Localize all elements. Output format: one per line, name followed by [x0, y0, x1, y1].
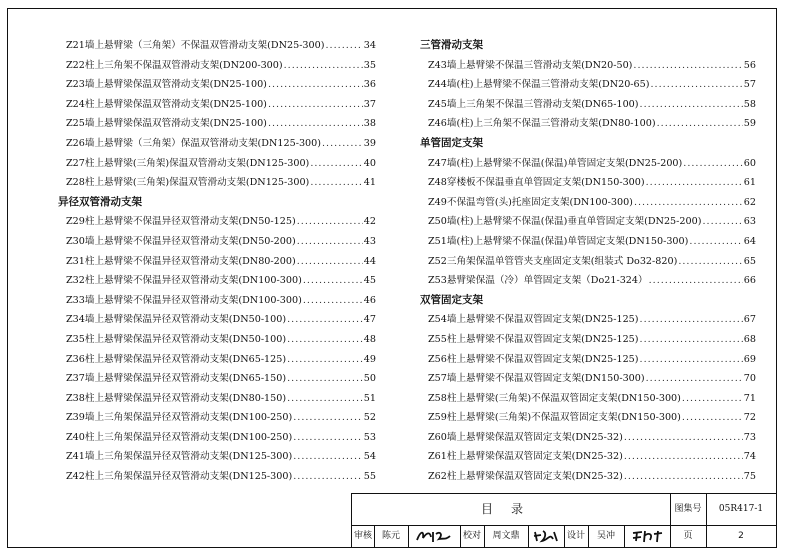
section-heading: 单管固定支架	[420, 136, 483, 149]
entry-page-number: 53	[363, 431, 376, 443]
entry-page-number: 59	[743, 118, 756, 130]
dot-leader	[293, 428, 363, 448]
dot-leader	[624, 447, 743, 467]
toc-entry[interactable]	[58, 114, 376, 134]
entry-page-number: 69	[743, 353, 756, 365]
toc-entry[interactable]	[58, 369, 376, 389]
toc-entry[interactable]	[420, 369, 756, 389]
checker-signature-mark	[532, 528, 560, 544]
dot-leader	[624, 467, 743, 487]
toc-entry[interactable]	[420, 75, 756, 95]
dot-leader	[297, 252, 363, 272]
checker-signature	[528, 525, 565, 547]
entry-code: Z56	[428, 353, 447, 365]
entry-page-number: 48	[363, 333, 376, 345]
entry-title: 墙(柱)上悬臂梁不保温三管滑动支架(DN20-65)	[446, 79, 650, 91]
entry-code: Z47	[428, 157, 447, 169]
entry-page-number: 64	[743, 235, 756, 247]
dot-leader	[678, 252, 742, 272]
toc-entry[interactable]	[58, 330, 376, 350]
dot-leader	[287, 330, 363, 350]
entry-title: 墙上悬臂梁不保温双管固定支架(DN25-125)	[446, 314, 639, 326]
toc-entry[interactable]	[420, 389, 756, 409]
entry-title: 柱上三角架保温异径双管滑动支架(DN100-250)	[84, 431, 293, 443]
entry-title: 墙(柱)上三角架不保温三管滑动支架(DN80-100)	[446, 118, 656, 130]
entry-code: Z27	[66, 157, 85, 169]
dot-leader	[287, 310, 363, 330]
entry-title: 柱上悬臂梁不保温双管固定支架(DN25-125)	[446, 353, 639, 365]
entry-code: Z32	[66, 275, 85, 287]
entry-code: Z23	[66, 79, 85, 91]
entry-title: 柱上悬臂梁保温异径双管滑动支架(DN65-125)	[84, 353, 287, 365]
title-block	[351, 493, 777, 548]
entry-page-number: 47	[363, 314, 376, 326]
entry-code: Z33	[66, 294, 85, 306]
dot-leader	[268, 75, 363, 95]
entry-page-number: 70	[743, 373, 756, 385]
dot-leader	[303, 271, 363, 291]
entry-code: Z42	[66, 471, 85, 483]
entry-page-number: 60	[743, 157, 756, 169]
toc-entry[interactable]	[58, 95, 376, 115]
entry-page-number: 56	[743, 59, 756, 71]
entry-page-number: 66	[743, 275, 756, 287]
entry-title: 墙(柱)上悬臂梁不保温(保温)垂直单管固定支架(DN25-200)	[446, 216, 702, 228]
dot-leader	[640, 330, 743, 350]
entry-page-number: 39	[363, 137, 376, 149]
toc-left-column	[58, 36, 376, 487]
entry-page-number: 62	[743, 196, 756, 208]
entry-page-number: 57	[743, 79, 756, 91]
entry-page-number: 44	[363, 255, 376, 267]
entry-code: Z28	[66, 177, 85, 189]
entry-page-number: 40	[363, 157, 376, 169]
dot-leader	[310, 173, 362, 193]
entry-code: Z31	[66, 255, 85, 267]
reviewer-signature-mark	[415, 528, 453, 544]
entry-page-number: 74	[743, 451, 756, 463]
entry-title: 墙上悬臂梁不保温双管固定支架(DN150-300)	[446, 373, 645, 385]
entry-title: 柱上悬臂梁保温异径双管滑动支架(DN80-150)	[84, 392, 287, 404]
dot-leader	[284, 56, 363, 76]
entry-code: Z21	[66, 40, 85, 51]
atlas-number-label: 图集号	[670, 494, 707, 525]
entry-page-number: 54	[363, 451, 376, 463]
entry-title: 三角架保温单管管夹支座固定支架(组装式 Do32-820)	[446, 255, 678, 267]
toc-entry[interactable]	[420, 350, 756, 370]
entry-page-number: 55	[363, 471, 376, 483]
entry-code: Z57	[428, 373, 447, 385]
toc-entry[interactable]	[58, 389, 376, 409]
entry-page-number: 63	[743, 216, 756, 228]
entry-page-number: 58	[743, 98, 756, 110]
toc-entry[interactable]	[420, 330, 756, 350]
entry-code: Z40	[66, 431, 85, 443]
dot-leader	[287, 369, 363, 389]
entry-code: Z44	[428, 79, 447, 91]
toc-entry[interactable]	[420, 95, 756, 115]
section-heading: 双管固定支架	[420, 293, 483, 306]
toc-entry[interactable]	[58, 447, 376, 467]
entry-code: Z35	[66, 333, 85, 345]
dot-leader	[649, 271, 743, 291]
entry-code: Z59	[428, 412, 447, 424]
entry-page-number: 50	[363, 373, 376, 385]
entry-title: 柱上三角架不保温双管滑动支架(DN200-300)	[84, 59, 283, 71]
dot-leader	[682, 389, 743, 409]
entry-code: Z45	[428, 98, 447, 110]
entry-code: Z24	[66, 98, 85, 110]
entry-page-number: 43	[363, 235, 376, 247]
dot-leader	[624, 428, 743, 448]
entry-code: Z55	[428, 333, 447, 345]
toc-entry[interactable]	[58, 173, 376, 193]
toc-entry[interactable]	[420, 193, 756, 213]
entry-code: Z39	[66, 412, 85, 424]
entry-page-number: 75	[743, 471, 756, 483]
dot-leader	[303, 291, 363, 311]
entry-page-number: 73	[743, 431, 756, 443]
entry-title: 墙上三角架保温异径双管滑动支架(DN100-250)	[84, 412, 293, 424]
designer-signature-mark	[630, 528, 664, 544]
entry-code: Z43	[428, 59, 447, 71]
toc-entry[interactable]	[58, 291, 376, 311]
entry-title: 墙上悬臂梁保温双管固定支架(DN25-32)	[446, 431, 623, 443]
toc-entry[interactable]	[420, 428, 756, 448]
entry-title: 墙上三角架不保温三管滑动支架(DN65-100)	[446, 98, 639, 110]
entry-code: Z46	[428, 118, 447, 130]
toc-entry[interactable]	[420, 310, 756, 330]
toc-entry[interactable]	[58, 408, 376, 428]
reviewer-label: 审核	[352, 525, 375, 547]
entry-title: 柱上悬臂梁不保温双管固定支架(DN25-125)	[446, 333, 639, 345]
toc-entry[interactable]	[58, 271, 376, 291]
entry-page-number: 35	[363, 59, 376, 71]
designer-label: 设计	[564, 525, 589, 547]
entry-title: 墙上悬臂梁不保温异径双管滑动支架(DN50-200)	[84, 235, 296, 247]
dot-leader	[322, 134, 363, 154]
dot-leader	[646, 173, 743, 193]
entry-code: Z29	[66, 216, 85, 228]
entry-title: 穿楼板不保温垂直单管固定支架(DN150-300)	[446, 177, 645, 189]
entry-title: 墙上悬臂梁（三角架）不保温双管滑动支架(DN25-300)	[84, 40, 325, 51]
dot-leader	[682, 408, 743, 428]
toc-entry[interactable]	[58, 154, 376, 174]
dot-leader	[657, 114, 743, 134]
entry-title: 墙上悬臂梁（三角架）保温双管滑动支架(DN125-300)	[84, 137, 321, 149]
toc-entry[interactable]	[58, 310, 376, 330]
entry-code: Z36	[66, 353, 85, 365]
dot-leader	[293, 447, 363, 467]
toc-entry[interactable]	[58, 36, 376, 56]
toc-entry[interactable]	[420, 447, 756, 467]
entry-title: 墙上悬臂梁不保温三管滑动支架(DN20-50)	[446, 59, 633, 71]
entry-code: Z53	[428, 275, 447, 287]
toc-entry[interactable]	[58, 350, 376, 370]
entry-page-number: 67	[743, 314, 756, 326]
entry-title: 墙(柱)上悬臂梁不保温(保温)单管固定支架(DN25-200)	[446, 157, 683, 169]
toc-entry[interactable]	[420, 56, 756, 76]
dot-leader	[640, 95, 743, 115]
entry-code: Z50	[428, 216, 447, 228]
entry-page-number: 61	[743, 177, 756, 189]
entry-page-number: 34	[363, 40, 376, 51]
entry-title: 柱上悬臂梁(三角架)不保温双管固定支架(DN150-300)	[446, 412, 681, 424]
entry-title: 柱上悬臂梁保温异径双管滑动支架(DN50-100)	[84, 333, 287, 345]
entry-code: Z30	[66, 235, 85, 247]
entry-page-number: 37	[363, 98, 376, 110]
entry-title: 柱上悬臂梁不保温异径双管滑动支架(DN50-125)	[84, 216, 296, 228]
entry-page-number: 71	[743, 392, 756, 404]
entry-title: 墙上三角架保温异径双管滑动支架(DN125-300)	[84, 451, 293, 463]
entry-page-number: 46	[363, 294, 376, 306]
toc-entry[interactable]	[420, 173, 756, 193]
entry-title: 墙上悬臂梁保温双管滑动支架(DN25-100)	[84, 118, 267, 130]
dot-leader	[326, 36, 363, 56]
toc-entry[interactable]	[420, 252, 756, 272]
entry-title: 柱上悬臂梁(三角架)保温双管滑动支架(DN125-300)	[84, 177, 310, 189]
entry-code: Z37	[66, 373, 85, 385]
entry-code: Z60	[428, 431, 447, 443]
toc-entry[interactable]	[58, 134, 376, 154]
checker-label: 校对	[460, 525, 485, 547]
dot-leader	[683, 154, 743, 174]
entry-code: Z61	[428, 451, 447, 463]
entry-page-number: 38	[363, 118, 376, 130]
dot-leader	[702, 212, 742, 232]
toc-right-column	[420, 36, 756, 487]
toc-entry[interactable]	[420, 271, 756, 291]
toc-entry[interactable]	[58, 75, 376, 95]
entry-title: 柱上悬臂梁不保温异径双管滑动支架(DN100-300)	[84, 275, 302, 287]
entry-title: 悬臂梁保温（冷）单管固定支架（Do21-324）	[446, 275, 648, 287]
designer-name: 吴冲	[588, 525, 625, 547]
toc-entry[interactable]	[58, 56, 376, 76]
page-number: 2	[738, 531, 744, 541]
toc-entry[interactable]	[420, 408, 756, 428]
dot-leader	[640, 310, 743, 330]
toc-entry[interactable]	[420, 154, 756, 174]
dot-leader	[293, 408, 363, 428]
dot-leader	[287, 350, 363, 370]
dot-leader	[293, 467, 363, 487]
reviewer-name: 陈元	[374, 525, 409, 547]
entry-title: 柱上悬臂梁保温双管滑动支架(DN25-100)	[84, 98, 267, 110]
checker-name: 周文鼎	[484, 525, 529, 547]
entry-code: Z22	[66, 59, 85, 71]
toc-entry[interactable]	[58, 232, 376, 252]
entry-code: Z52	[428, 255, 447, 267]
designer-signature	[624, 525, 671, 547]
toc-entry[interactable]	[58, 212, 376, 232]
section-heading: 三管滑动支架	[420, 39, 483, 51]
toc-entry[interactable]	[420, 212, 756, 232]
entry-page-number: 52	[363, 412, 376, 424]
dot-leader	[268, 95, 363, 115]
entry-code: Z54	[428, 314, 447, 326]
entry-page-number: 65	[743, 255, 756, 267]
entry-page-number: 41	[363, 177, 376, 189]
entry-title: 柱上悬臂梁保温双管固定支架(DN25-32)	[446, 451, 623, 463]
entry-title: 柱上三角架保温异径双管滑动支架(DN125-300)	[84, 471, 293, 483]
atlas-number: 05R417-1	[718, 504, 764, 514]
entry-page-number: 68	[743, 333, 756, 345]
dot-leader	[287, 389, 363, 409]
dot-leader	[634, 193, 743, 213]
entry-title: 墙上悬臂梁保温异径双管滑动支架(DN65-150)	[84, 373, 287, 385]
entry-title: 不保温弯管(头)托座固定支架(DN100-300)	[446, 196, 633, 208]
entry-code: Z49	[428, 196, 447, 208]
toc-entry[interactable]	[58, 467, 376, 487]
entry-title: 墙上悬臂梁保温异径双管滑动支架(DN50-100)	[84, 314, 287, 326]
dot-leader	[633, 56, 742, 76]
entry-code: Z62	[428, 471, 447, 483]
entry-page-number: 45	[363, 275, 376, 287]
entry-code: Z48	[428, 177, 447, 189]
entry-title: 柱上悬臂梁保温双管固定支架(DN25-32)	[446, 471, 623, 483]
dot-leader	[651, 75, 743, 95]
entry-title: 墙上悬臂梁保温双管滑动支架(DN25-100)	[84, 79, 267, 91]
entry-code: Z41	[66, 451, 85, 463]
entry-page-number: 42	[363, 216, 376, 228]
toc-entry[interactable]	[58, 428, 376, 448]
entry-page-number: 72	[743, 412, 756, 424]
entry-title: 柱上悬臂梁(三角架)不保温双管固定支架(DN150-300)	[446, 392, 681, 404]
dot-leader	[297, 212, 363, 232]
entry-code: Z26	[66, 137, 85, 149]
entry-code: Z38	[66, 392, 85, 404]
dot-leader	[297, 232, 363, 252]
entry-page-number: 49	[363, 353, 376, 365]
section-heading: 异径双管滑动支架	[58, 195, 142, 208]
entry-code: Z58	[428, 392, 447, 404]
document-title: 目录	[352, 494, 671, 525]
dot-leader	[640, 350, 743, 370]
toc-entry[interactable]	[420, 467, 756, 487]
toc-entry[interactable]	[58, 252, 376, 272]
reviewer-signature	[408, 525, 461, 547]
dot-leader	[310, 154, 362, 174]
entry-title: 墙(柱)上悬臂梁不保温(保温)单管固定支架(DN150-300)	[446, 235, 689, 247]
dot-leader	[689, 232, 742, 252]
page-label: 页	[670, 525, 707, 547]
dot-leader	[646, 369, 743, 389]
entry-title: 柱上悬臂梁(三角架)保温双管滑动支架(DN125-300)	[84, 157, 310, 169]
entry-code: Z51	[428, 235, 447, 247]
entry-title: 墙上悬臂梁不保温异径双管滑动支架(DN100-300)	[84, 294, 302, 306]
entry-page-number: 36	[363, 79, 376, 91]
dot-leader	[268, 114, 363, 134]
entry-title: 柱上悬臂梁不保温异径双管滑动支架(DN80-200)	[84, 255, 296, 267]
entry-page-number: 51	[363, 392, 376, 404]
toc-entry[interactable]	[420, 232, 756, 252]
entry-code: Z25	[66, 118, 85, 130]
entry-code: Z34	[66, 314, 85, 326]
toc-entry[interactable]	[420, 114, 756, 134]
